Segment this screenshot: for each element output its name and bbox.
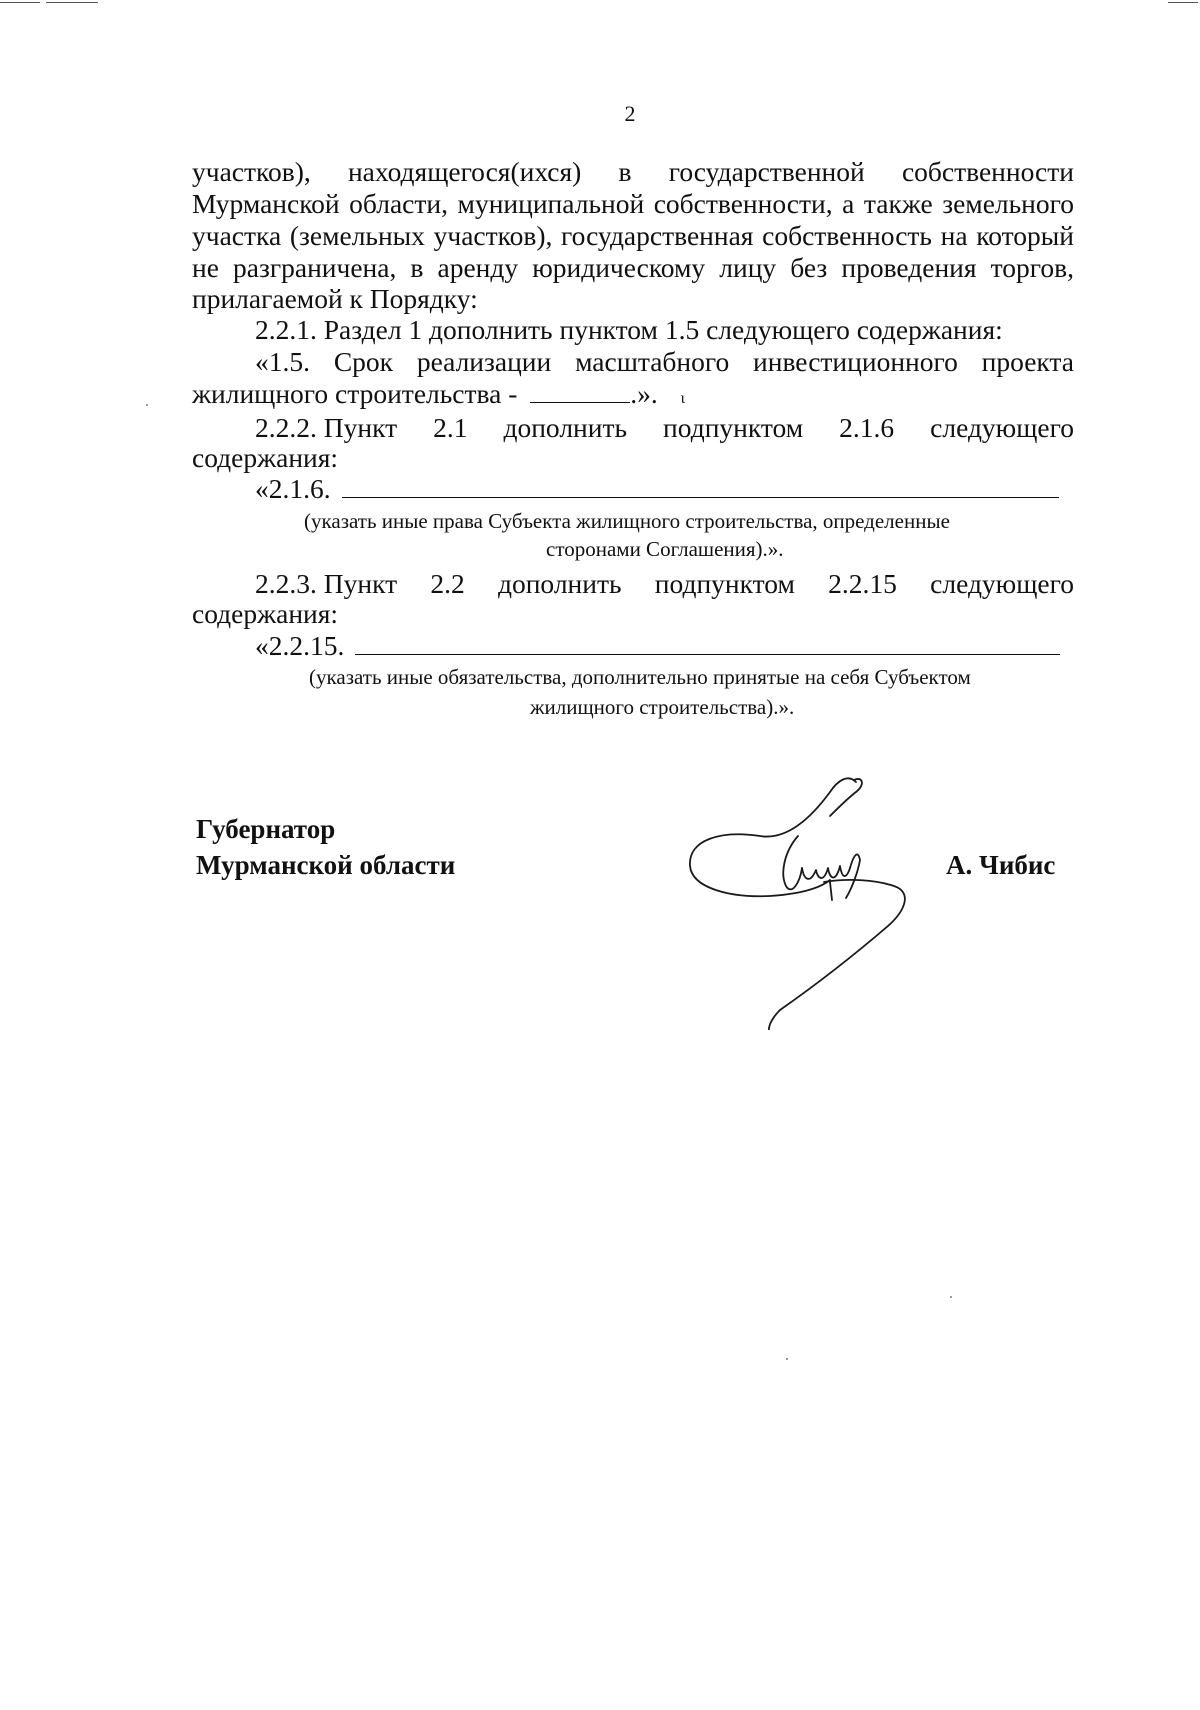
scan-artifact [0,2,40,3]
word: дополнить [503,412,628,443]
item-2-1-6-field [255,475,1059,503]
quote-suffix: .». [630,378,658,409]
item-2-2-1-text: 2.2.1. Раздел 1 дополнить пунктом 1.5 следующего содержания: [255,314,1003,345]
blank-field [342,496,1059,498]
paragraph-line: Мурманской области, муниципальной собственности, а также земельного [192,188,1074,219]
item-2-2-3-text: содержания: [192,598,339,629]
signatory-name: А. Чибис [946,850,1056,880]
handwritten-signature [680,770,920,1030]
scan-artifact [46,2,98,3]
word: 2.2.3. Пункт [255,568,398,599]
blank-field [355,653,1060,655]
paragraph-line [192,158,1074,186]
word: 2.2 [430,568,465,599]
word: находящегося(ихся) [347,156,582,187]
word: подпунктом [654,568,795,599]
item-2-2-15-field [255,632,1060,660]
word: следующего [930,568,1074,599]
quote-prefix: жилищного строительства - [192,378,518,409]
page-number: 2 [624,101,636,126]
signatory-title: Мурманской области [196,850,456,880]
word: 2.2.15 [828,568,897,599]
word: собственности [901,156,1074,187]
paragraph-line: не разграничена, в аренду юридическому лицу без проведения торгов, [192,252,1074,283]
signatory-title: Губернатор [196,814,336,844]
field-note: жилищного строительства).». [530,695,795,719]
scan-artifact [1168,2,1198,3]
field-note: сторонами Соглашения).». [546,537,784,561]
paragraph-line: участка (земельных участков), государственная собственность на который [192,220,1074,251]
scan-speck [950,1296,952,1298]
item-2-2-2-text [255,414,1074,442]
word: 2.2.2. Пункт [255,412,398,443]
item-1-5-quote-line: «1.5. Срок реализации масштабного инвестиционного проекта [255,346,1074,377]
field-note: (указать иные права Субъекта жилищного строительства, определенные [304,509,950,533]
scan-speck [786,1358,788,1360]
field-label: «2.1.6. [255,473,331,504]
scan-speck [146,404,148,406]
field-label: «2.2.15. [255,630,345,661]
item-2-2-2-text: содержания: [192,442,339,473]
word: участков), [192,156,311,187]
item-2-2-3-text [255,570,1074,598]
paragraph-line: прилагаемой к Порядку: [192,283,478,314]
blank-field [530,401,630,403]
item-1-5-quote-line [192,380,685,408]
field-note: (указать иные обязательства, дополнительно принятые на себя Субъектом [309,665,971,689]
word: государственной [668,156,865,187]
stray-mark: ι [680,390,685,407]
word: дополнить [497,568,622,599]
word: 2.1 [433,412,468,443]
word: следующего [930,412,1074,443]
word: 2.1.6 [839,412,895,443]
word: подпунктом [663,412,804,443]
word: в [618,156,632,187]
